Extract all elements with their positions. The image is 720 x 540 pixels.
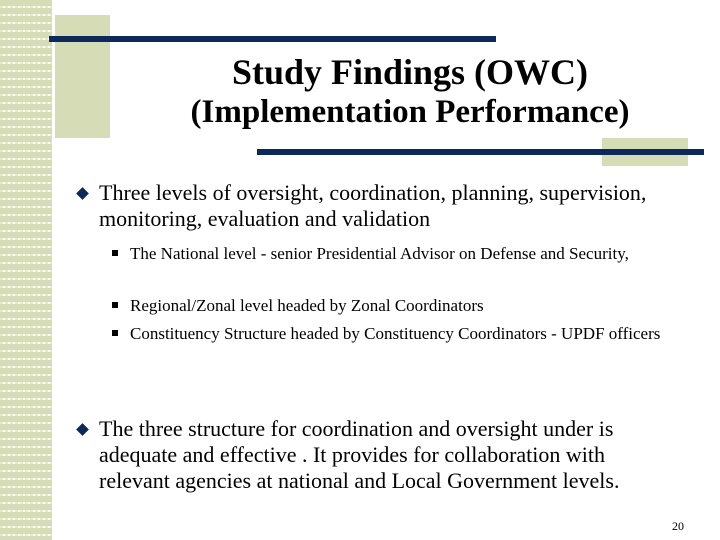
sub-bullet-text: Regional/Zonal level headed by Zonal Coordinators <box>130 296 484 315</box>
square-bullet-icon <box>112 250 118 256</box>
square-bullet-icon <box>112 302 118 308</box>
diamond-bullet-icon <box>76 423 89 436</box>
sub-bullet-text: The National level - senior Presidential Advisor on Defense and Security, <box>130 244 629 263</box>
sub-bullet-item <box>112 293 672 319</box>
decorative-stripe-bar <box>0 0 52 540</box>
diamond-bullet-icon <box>76 187 89 200</box>
bullet-item <box>78 180 678 232</box>
page-number: 20 <box>672 519 684 533</box>
bullet-text: The three structure for coordination and oversight under is adequate and effective . It provides for collaboration with relevant agencies at national and Local Government levels. <box>99 416 620 493</box>
bullet-item <box>78 416 678 494</box>
sub-bullet-item <box>112 321 672 347</box>
sub-bullet-item <box>112 241 672 267</box>
title-rule-top <box>49 36 496 42</box>
sub-bullet-text: Constituency Structure headed by Constituency Coordinators - UPDF officers <box>130 324 661 343</box>
title-rule-bottom <box>257 149 704 155</box>
slide-subtitle: (Implementation Performance) <box>190 94 630 130</box>
square-bullet-icon <box>112 330 118 336</box>
bullet-text: Three levels of oversight, coordination, planning, supervision, monitoring, evaluation and validation <box>99 180 647 231</box>
slide-title: Study Findings (OWC) <box>231 52 589 92</box>
